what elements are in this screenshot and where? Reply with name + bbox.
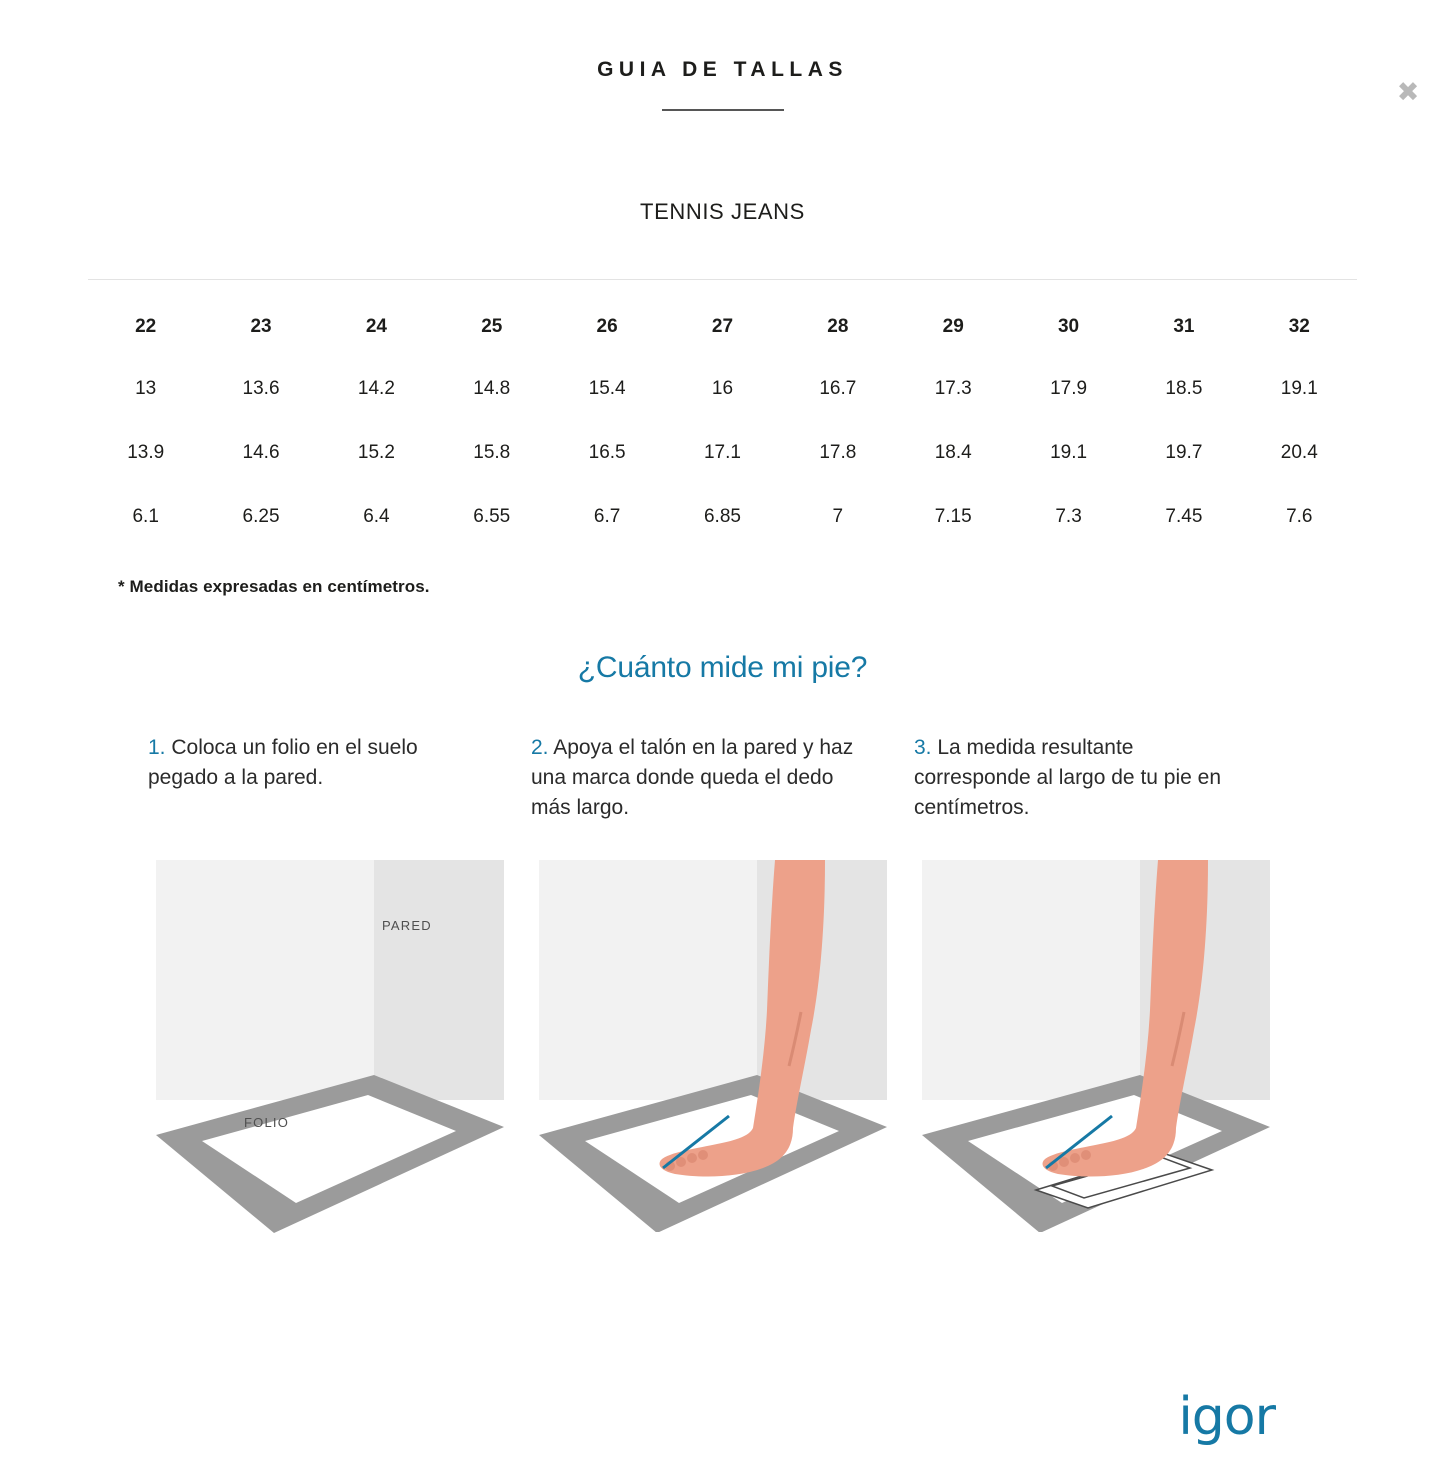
table-cell: 23 (250, 316, 272, 337)
table-cell: 13.9 (127, 442, 165, 463)
table-cell: 28 (827, 316, 849, 337)
step-number: 1. (148, 736, 166, 759)
step-number: 2. (530, 736, 549, 759)
step-3 (914, 733, 1297, 822)
table-cell: 17.9 (1050, 378, 1088, 399)
wall-right-panel (374, 860, 504, 1100)
sheet-label: FOLIO (244, 1115, 290, 1131)
table-cell: 7.45 (1165, 506, 1203, 527)
table-cell: 22 (135, 316, 157, 337)
table-cell: 14.6 (242, 442, 280, 463)
illustration-step-3 (914, 860, 1297, 1250)
illustration-step-2 (531, 860, 914, 1250)
wall-left-panel (156, 860, 374, 1100)
table-row (88, 357, 1357, 421)
step-2 (531, 733, 914, 822)
table-cell: 31 (1173, 316, 1195, 337)
table-cell: 14.2 (357, 378, 395, 399)
table-row (88, 421, 1357, 485)
step-number: 3. (913, 736, 932, 759)
table-cell: 19.1 (1050, 442, 1088, 463)
table-cell: 18.4 (934, 442, 972, 463)
step-1 (148, 733, 531, 822)
howto-title: ¿Cuánto mide mi pie? (577, 651, 868, 684)
table-cell: 15.2 (357, 442, 395, 463)
table-cell: 13 (135, 378, 157, 399)
table-cell: 19.1 (1280, 378, 1318, 399)
table-row-sizes (88, 296, 1357, 357)
table-cell: 19.7 (1165, 442, 1203, 463)
table-cell: 24 (365, 316, 387, 337)
table-cell: 15.4 (588, 378, 626, 399)
step-text: Apoya el talón en la pared y haz una marca donde queda el dedo más largo. (530, 736, 854, 819)
table-cell: 7 (832, 506, 844, 527)
size-table (88, 296, 1357, 549)
foot-against-wall-icon (539, 860, 887, 1232)
table-cell: 30 (1057, 316, 1080, 337)
table-cell: 32 (1288, 316, 1310, 337)
close-icon[interactable]: ✖ (1391, 76, 1425, 110)
table-cell: 6.25 (242, 506, 280, 527)
table-cell: 6.1 (132, 506, 159, 527)
table-cell: 6.7 (593, 506, 621, 527)
table-cell: 6.85 (703, 506, 741, 527)
table-cell: 7.3 (1055, 506, 1082, 527)
table-cell: 16.5 (588, 442, 626, 463)
step-text: La medida resultante corresponde al largo de tu pie en centímetros. (913, 736, 1222, 819)
table-cell: 6.4 (363, 506, 390, 527)
page-title: GUIA DE TALLAS (597, 58, 848, 81)
table-cell: 17.1 (703, 442, 741, 463)
table-cell: 16 (711, 378, 734, 399)
table-cell: 17.8 (819, 442, 857, 463)
table-cell: 25 (481, 316, 503, 337)
howto-steps (148, 733, 1297, 822)
wall-label: PARED (382, 918, 432, 934)
table-cell: 16.7 (819, 378, 857, 399)
table-cell: 7.15 (934, 506, 972, 527)
measurement-note: * Medidas expresadas en centímetros. (118, 577, 430, 596)
product-name: TENNIS JEANS (640, 199, 805, 224)
table-cell: 20.4 (1280, 442, 1318, 463)
table-cell: 15.8 (473, 442, 511, 463)
table-cell: 17.3 (934, 378, 972, 399)
illustration-step-1 (148, 860, 531, 1250)
step-text: Coloca un folio en el suelo pegado a la pared. (148, 736, 418, 789)
table-cell: 13.6 (242, 378, 280, 399)
size-table-wrapper (88, 279, 1357, 549)
table-cell: 14.8 (473, 378, 511, 399)
table-row (88, 485, 1357, 549)
foot-measurement-icon (922, 860, 1270, 1232)
table-cell: 7.6 (1286, 506, 1313, 527)
table-cell: 27 (711, 316, 734, 337)
table-cell: 26 (596, 316, 618, 337)
title-divider (662, 109, 784, 111)
table-cell: 18.5 (1165, 378, 1203, 399)
brand-logo: igor (1178, 1387, 1275, 1447)
floor-with-sheet-icon (156, 1075, 504, 1235)
howto-illustrations (148, 860, 1297, 1250)
table-cell: 29 (942, 316, 964, 337)
table-cell: 6.55 (473, 506, 511, 527)
